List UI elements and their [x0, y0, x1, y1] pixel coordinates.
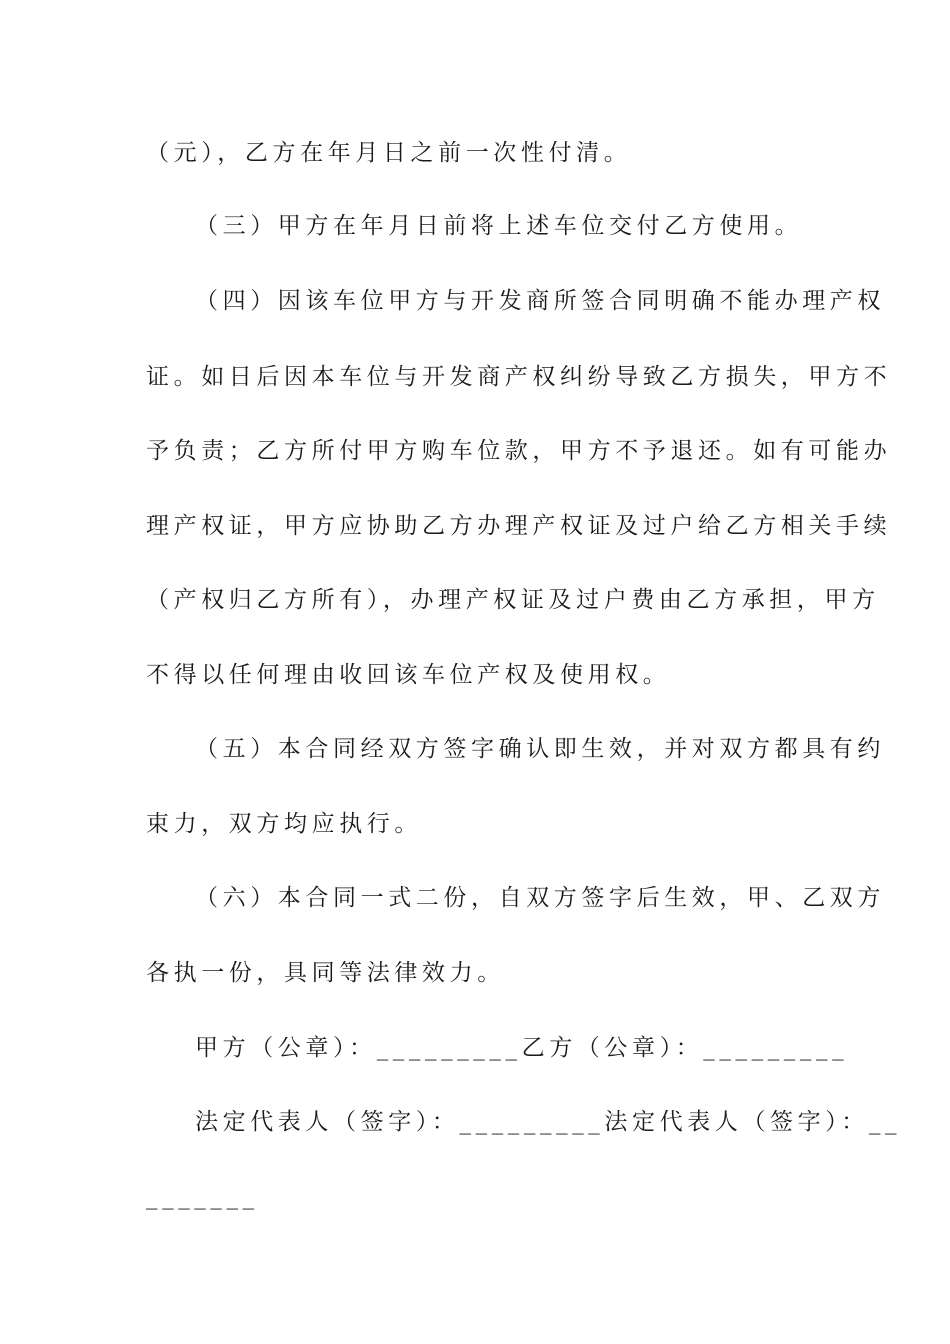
seal-line: 甲方（公章）：_________乙方（公章）：_________	[195, 1035, 849, 1061]
clause-four-line-1: （四）因该车位甲方与开发商所签合同明确不能办理产权	[195, 288, 885, 314]
clause-five-line-2: 束力，双方均应执行。	[146, 811, 422, 837]
clause-three: （三）甲方在年月日前将上述车位交付乙方使用。	[195, 213, 803, 239]
clause-six-line-2: 各执一份，具同等法律效力。	[146, 960, 505, 986]
clause-five-line-1: （五）本合同经双方签字确认即生效，并对双方都具有约	[195, 736, 885, 762]
signature-line: 法定代表人（签字）：_________法定代表人（签字）：__	[195, 1109, 902, 1135]
signature-line-continued: _______	[146, 1184, 259, 1210]
paragraph-line: （元），乙方在年月日之前一次性付清。	[146, 140, 632, 166]
clause-four-line-2: 证。如日后因本车位与开发商产权纠纷导致乙方损失，甲方不	[146, 364, 892, 390]
clause-four-line-3: 予负责；乙方所付甲方购车位款，甲方不予退还。如有可能办	[146, 438, 892, 464]
clause-four-line-5: （产权归乙方所有），办理产权证及过户费由乙方承担，甲方	[146, 587, 880, 613]
clause-six-line-1: （六）本合同一式二份，自双方签字后生效，甲、乙双方	[195, 885, 885, 911]
clause-four-line-6: 不得以任何理由收回该车位产权及使用权。	[146, 662, 671, 688]
clause-four-line-4: 理产权证，甲方应协助乙方办理产权证及过户给乙方相关手续	[146, 513, 892, 539]
